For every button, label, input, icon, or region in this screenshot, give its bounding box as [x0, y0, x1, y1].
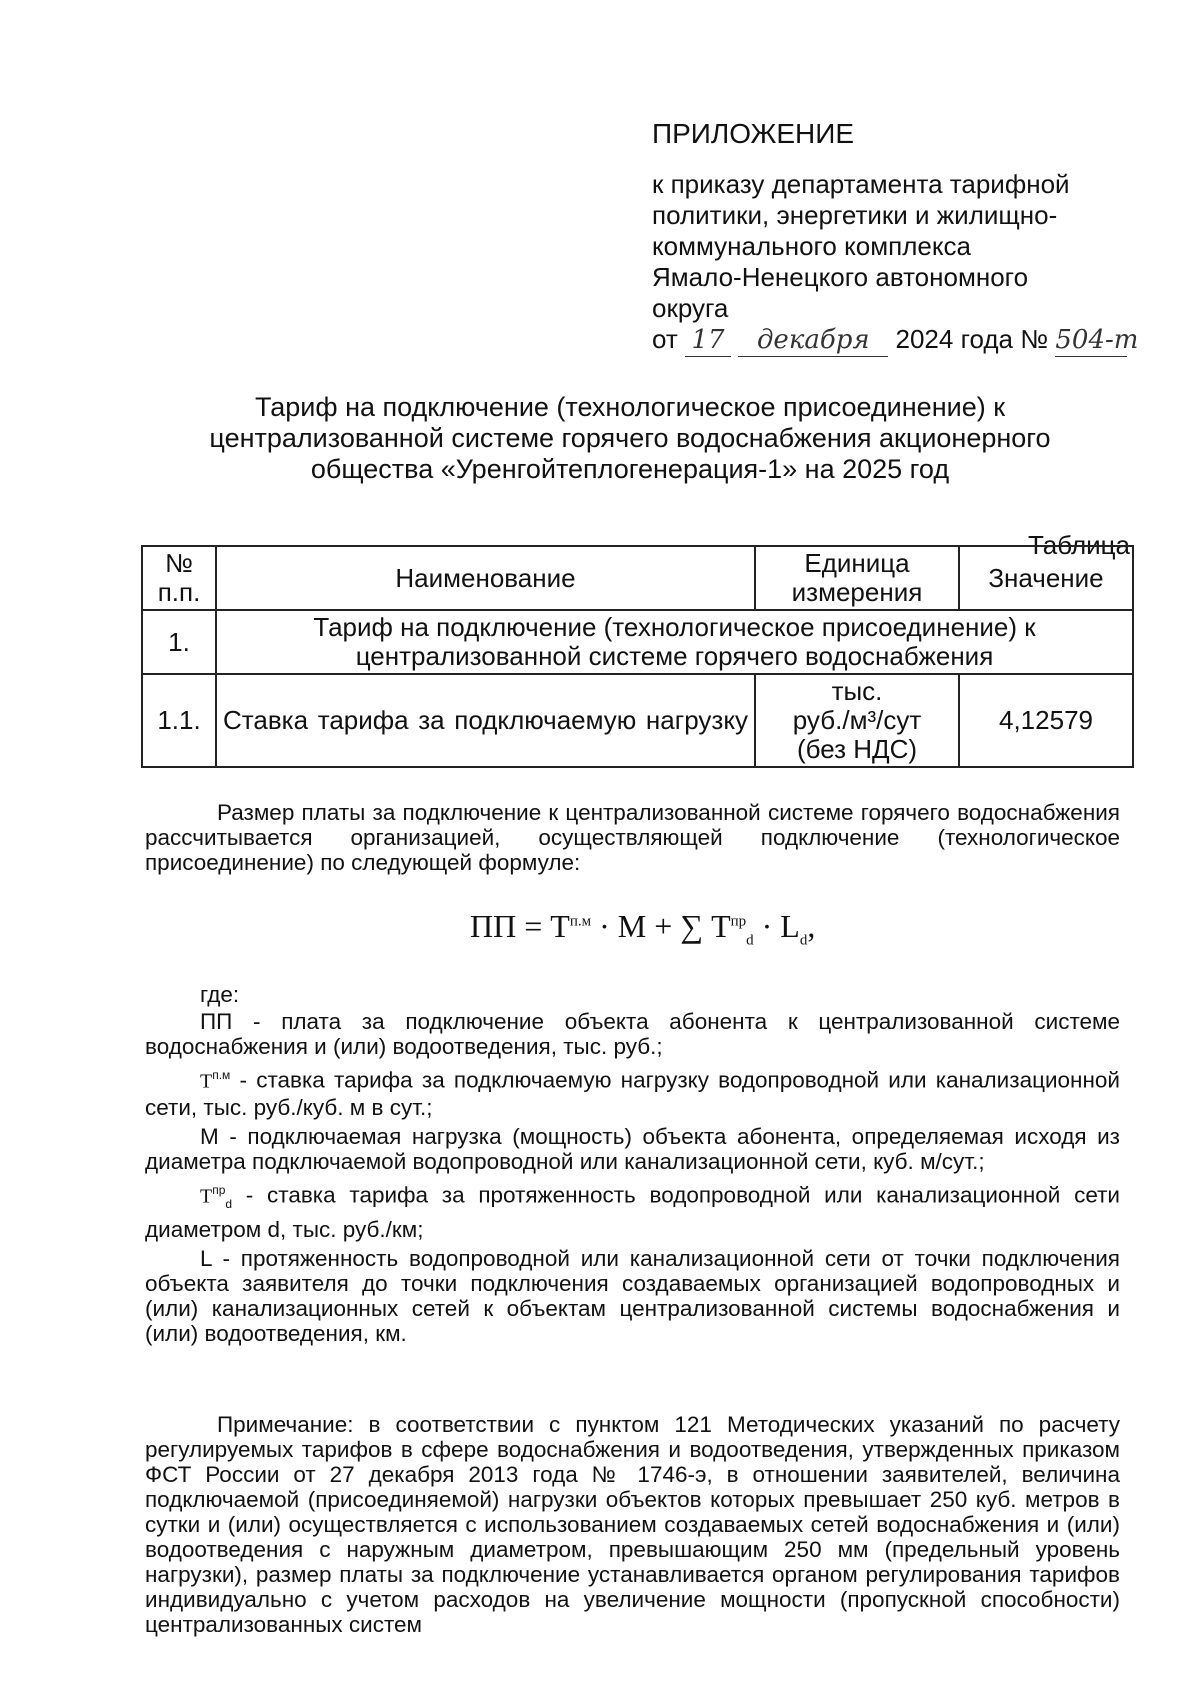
- definition-l: L - протяженность водопроводной или канализационной сети от точки подключения объекта заявителя до точки подключения создаваемых организацией водопроводных и (или) канализационных сетей к объектам централизованной системы водоснабжения и (или) водоотведения, км.: [145, 1245, 1120, 1346]
- date-prefix: от: [652, 324, 678, 354]
- definition-pp: ПП - плата за подключение объекта абонента к централизованной системе водоснабжения и (или) водоотведения, тыс. руб.;: [145, 1009, 1120, 1059]
- symbol-sup: пр: [212, 1182, 226, 1197]
- unit-line: руб./м³/сут: [792, 705, 922, 735]
- document-title: Тариф на подключение (технологическое присоединение) к централизованной системе горячего водоснабжения акционерного общества «Уренгойтеплогенерация-1» на 2025 год: [209, 392, 1051, 484]
- appendix-heading: ПРИЛОЖЕНИЕ: [652, 118, 855, 149]
- where-label: где:: [200, 982, 240, 1007]
- symbol-t: Т: [200, 1070, 213, 1093]
- handwritten-day: 17: [685, 325, 731, 357]
- appendix-line: к приказу департамента тарифной: [652, 169, 1070, 199]
- handwritten-order-number: 504-т: [1055, 325, 1139, 355]
- formula-sup: пр: [730, 913, 747, 930]
- appendix-line: Ямало-Ненецкого автономного: [652, 262, 1029, 292]
- note-paragraph: Примечание: в соответствии с пунктом 121 Методических указаний по расчету регулируемых тарифов в сфере водоснабжения и водоотведения, утвержденных приказом ФСТ России от 27 декабря 2013 года № 1746-э, в отношении заявителей, величина подключаемой (присоединяемой) нагрузки объектов которых превышает 250 куб. метров в сутки и (или) осуществляется с использованием создаваемых сетей водоснабжения и (или) водоотведения с наружным диаметром, превышающим 250 мм (предельный уровень нагрузки), размер платы за подключение устанавливается органом регулирования тарифов индивидуально с учетом расходов на увеличение мощности (пропускной способности) централизованных систем: [145, 1412, 1120, 1637]
- definition-t: [145, 1063, 1120, 1120]
- intro-paragraph: Размер платы за подключение к централизованной системе горячего водоснабжения рассчитывается организацией, осуществляющей подключение (технологическое присоединение) по следующей формуле:: [145, 800, 1120, 875]
- definitions-block: [145, 982, 1120, 1346]
- formula-part: · L: [753, 908, 800, 944]
- table-row: [142, 610, 1133, 674]
- payment-formula: [470, 908, 815, 949]
- table-header-row: [142, 546, 1133, 610]
- table-row: [142, 674, 1133, 767]
- section-title: Тариф на подключение (технологическое присоединение) к централизованной системе горячего водоснабжения: [216, 610, 1133, 674]
- definition-text: - ставка тарифа за подключаемую нагрузку водопроводной или канализационной сети, тыс. руб./куб. м в сут.;: [145, 1067, 1120, 1120]
- unit-line: тыс.: [831, 676, 883, 706]
- formula-part: · М + ∑ Т: [591, 908, 731, 944]
- formula-sup: п.м: [569, 913, 592, 930]
- symbol-sup: п.м: [212, 1068, 231, 1082]
- header-num: № п.п.: [142, 546, 216, 610]
- unit-line: (без НДС): [796, 734, 918, 764]
- appendix-line: политики, энергетики и жилищно-: [652, 200, 1058, 230]
- definition-m: М - подключаемая нагрузка (мощность) объекта абонента, определяемая исходя из диаметра подключаемой водопроводной или канализационной сети, куб. м/сут.;: [145, 1123, 1120, 1174]
- tariff-table: [141, 545, 1134, 768]
- symbol-td: Т: [200, 1185, 213, 1207]
- appendix-line: коммунального комплекса: [652, 231, 971, 261]
- formula-sub: d: [746, 932, 754, 949]
- formula-part: ПП = Т: [470, 908, 570, 944]
- date-year: 2024 года №: [895, 324, 1049, 354]
- appendix-header: [652, 118, 1139, 357]
- formula-sub: d: [799, 932, 808, 949]
- table-caption: Таблица: [1028, 530, 1130, 560]
- definition-td: [145, 1178, 1120, 1242]
- row-num: 1.1.: [142, 674, 216, 767]
- header-name: Наименование: [216, 546, 755, 610]
- handwritten-month: декабря: [738, 325, 888, 357]
- row-value: 4,12579: [959, 674, 1133, 767]
- formula-comma: ,: [807, 908, 816, 944]
- order-date-line: [652, 324, 1139, 357]
- row-name: Ставка тарифа за подключаемую нагрузку: [216, 674, 755, 767]
- symbol-sub: d: [225, 1196, 233, 1211]
- definition-text: - ставка тарифа за протяженность водопроводной или канализационной сети диаметром d, тыс. руб./км;: [145, 1182, 1120, 1242]
- appendix-line: округа: [652, 293, 729, 323]
- header-unit: Единица измерения: [755, 546, 959, 610]
- row-num: 1.: [142, 610, 216, 674]
- header-value: Значение: [959, 546, 1133, 610]
- row-unit: [755, 674, 959, 767]
